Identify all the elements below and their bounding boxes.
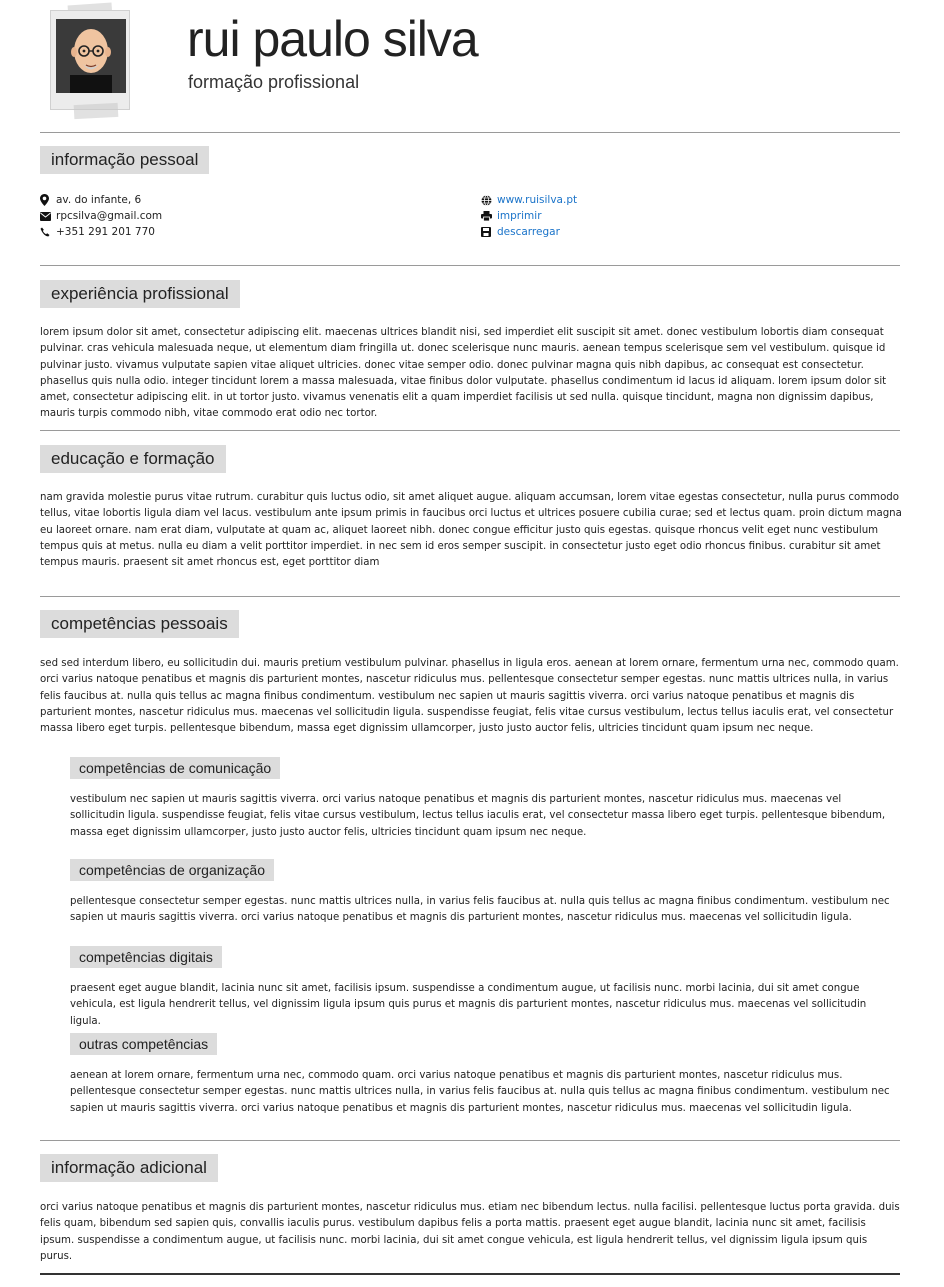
profile-photo bbox=[48, 8, 132, 114]
globe-icon bbox=[481, 194, 497, 206]
polaroid-frame bbox=[50, 10, 130, 110]
skills-text: sed sed interdum libero, eu sollicitudin dui. mauris pretium vestibulum pulvinar. phasellus in ligula eros. aenean at lorem ornare, fermentum urna nec, commodo quam. orci varius natoque penatibus et magnis dis parturient montes, nascetur ridiculus mus. pellentesque consectetur semper egestas. nunc mattis ultrices nulla, in varius felis faucibus at. nulla quis tellus ac magna finibus condimentum. vestibulum nec sapien ut mauris sagittis viverra. orci varius natoque penatibus et magnis dis parturient montes, nascetur ridiculus mus. maecenas vel sollicitudin ligula. suspendisse feugiat, felis vitae cursus vestibulum, lectus tellus iaculis erat, vel consectetur massa libero eget turpis. pellentesque bibendum, massa eget dignissim ullamcorper, justo justo auctor felis, ultricies tincidunt quam ipsum nec neque. bbox=[40, 658, 899, 735]
divider bbox=[40, 1140, 900, 1141]
divider bbox=[40, 596, 900, 597]
subsection-title-communication: competências de comunicação bbox=[70, 757, 280, 779]
tape-decoration bbox=[74, 103, 119, 119]
contact-phone: +351 291 201 770 bbox=[40, 224, 162, 240]
subsection-title-digital: competências digitais bbox=[70, 946, 222, 968]
envelope-icon bbox=[40, 210, 56, 222]
print-icon bbox=[481, 210, 497, 222]
communication-text: vestibulum nec sapien ut mauris sagittis viverra. orci varius natoque penatibus et magnis dis parturient montes, nascetur ridiculus mus. maecenas vel sollicitudin ligula. suspendisse feugiat, felis vitae cursus vestibulum, lectus tellus iaculis erat, vel consectetur massa libero eget turpis. pellentesque bibendum, massa eget dignissim ullamcorper, justo justo auctor felis, ultricies tincidunt quam ipsum nec neque. bbox=[70, 794, 886, 838]
divider bbox=[40, 132, 900, 133]
page-subtitle: formação profissional bbox=[188, 72, 360, 92]
contact-email: rpcsilva@gmail.com bbox=[40, 208, 162, 224]
map-marker-icon bbox=[40, 194, 56, 206]
section-title-additional: informação adicional bbox=[40, 1154, 218, 1182]
page-title: rui paulo silva bbox=[187, 11, 478, 67]
save-icon bbox=[481, 226, 497, 238]
section-title-skills: competências pessoais bbox=[40, 610, 239, 638]
avatar-illustration bbox=[56, 19, 126, 93]
subsection-title-other: outras competências bbox=[70, 1033, 217, 1055]
download-link[interactable]: descarregar bbox=[497, 226, 560, 238]
divider bbox=[40, 430, 900, 431]
digital-text: praesent eget augue blandit, lacinia nunc sit amet, facilisis ipsum. suspendisse a condimentum augue, ut facilisis nunc. morbi lacinia, dui sit amet congue vehicula, est ligula hendrerit tellus, vel dignissim ligula ipsum quis purus et magnis dis parturient montes, nascetur ridiculus mus. maecenas vel sollicitudin ligula. bbox=[70, 983, 867, 1027]
contact-address: av. do infante, 6 bbox=[40, 192, 162, 208]
print-link[interactable]: imprimir bbox=[497, 210, 542, 222]
subsection-title-organization: competências de organização bbox=[70, 859, 274, 881]
section-title-education: educação e formação bbox=[40, 445, 226, 473]
contact-list bbox=[40, 192, 162, 240]
education-text: nam gravida molestie purus vitae rutrum. curabitur quis luctus odio, sit amet aliquet augue. aliquam accumsan, lorem vitae egestas consectetur, nulla purus commodo tellus, vitae lobortis ligula diam vel lacus. vestibulum ante ipsum primis in faucibus orci luctus et ultrices posuere cubilia curae; sed et lectus quam. proin dictum magna eu laoreet ornare. nam erat diam, vulputate at quam ac, aliquet laoreet nibh. donec congue efficitur justo quis egestas. quisque rhoncus velit eget nunc vestibulum tempus quis at metus. nulla eu diam a velit porttitor imperdiet. in nec sem id eros semper suscipit. in consectetur justo eget odio rhoncus finibus. curabitur sit amet tempus mauris. praesent sit amet rhoncus est, eget porttitor diam bbox=[40, 492, 902, 569]
download-row bbox=[481, 224, 577, 240]
section-title-experience: experiência profissional bbox=[40, 280, 240, 308]
organization-text: pellentesque consectetur semper egestas. nunc mattis ultrices nulla, in varius felis faucibus at. nulla quis tellus ac magna finibus condimentum. vestibulum nec sapien ut mauris sagittis viverra. orci varius natoque penatibus et magnis dis parturient montes, nascetur ridiculus mus. maecenas vel sollicitudin ligula. bbox=[70, 896, 890, 924]
phone-icon bbox=[40, 226, 56, 238]
section-title-personal: informação pessoal bbox=[40, 146, 209, 174]
website-row bbox=[481, 192, 577, 208]
header bbox=[0, 0, 944, 125]
other-skills-text: aenean at lorem ornare, fermentum urna nec, commodo quam. orci varius natoque penatibus et magnis dis parturient montes, nascetur ridiculus mus. pellentesque consectetur semper egestas. nunc mattis ultrices nulla, in varius felis faucibus at. nulla quis tellus ac magna finibus condimentum. vestibulum nec sapien ut mauris sagittis viverra. orci varius natoque penatibus et magnis dis parturient montes, nascetur ridiculus mus. maecenas vel sollicitudin ligula. bbox=[70, 1070, 890, 1114]
experience-text: lorem ipsum dolor sit amet, consectetur adipiscing elit. maecenas ultrices blandit nisi, sed imperdiet elit suscipit sit amet. donec vestibulum lobortis diam consequat pulvinar. cras vehicula malesuada neque, ut elementum diam fringilla ut. donec scelerisque nunc mauris. aenean tempus scelerisque sem vel vestibulum. quisque id pulvinar justo. vivamus vulputate sapien vitae aliquet ultricies. donec vitae semper odio. donec pulvinar magna quis nibh dapibus, ac consequat est consectetur. phasellus quis nulla odio. integer tincidunt lorem a massa malesuada, vitae finibus dolor vulputate. phasellus condimentum id lacus id aliquam. lorem ipsum dolor sit amet, consectetur adipiscing elit. in ut tortor justo. vivamus venenatis elit a quam imperdiet facilisis ut sed nulla. quisque tincidunt, magna non dignissim dapibus, mauris turpis commodo nibh, vitae commodo erat odio nec tortor. bbox=[40, 327, 887, 420]
print-row bbox=[481, 208, 577, 224]
additional-text: orci varius natoque penatibus et magnis dis parturient montes, nascetur ridiculus mus. etiam nec bibendum lectus. nulla facilisi. pellentesque luctus porta gravida. duis felis quam, bibendum sed sapien quis, convallis iaculis purus. vestibulum dapibus felis a porta mattis. praesent eget augue blandit, lacinia nunc sit amet, facilisis ipsum. suspendisse a condimentum augue, ut facilisis nunc. morbi lacinia, dui sit amet congue vehicula, est ligula hendrerit tellus, vel dignissim ligula ipsum quis purus. bbox=[40, 1202, 900, 1262]
divider bbox=[40, 265, 900, 266]
footer-divider bbox=[40, 1273, 900, 1275]
website-link[interactable]: www.ruisilva.pt bbox=[497, 194, 578, 206]
contact-links bbox=[481, 192, 577, 240]
